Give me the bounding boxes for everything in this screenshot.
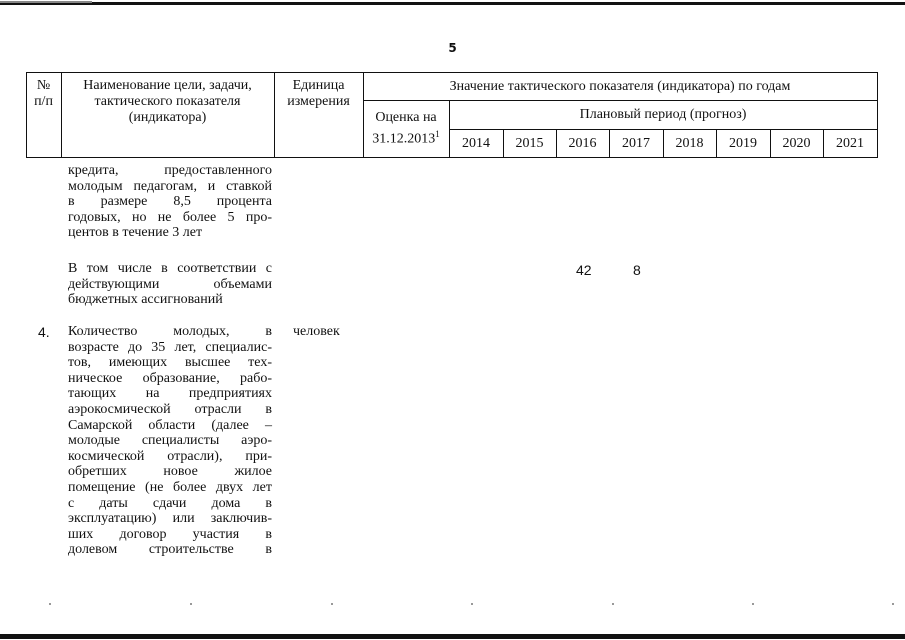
row-name-line: с даты сдачи дома в [68, 495, 272, 511]
header-year: 2018 [675, 136, 704, 151]
header-unit-line1: Единица [292, 78, 345, 93]
footnote-marker: 1 [435, 129, 440, 139]
scan-speck [752, 603, 754, 605]
header-right-border [877, 72, 878, 158]
scan-edge-bottom [0, 634, 905, 639]
header-name-line1: Наименование цели, задачи, [83, 78, 252, 93]
header-year: 2015 [515, 136, 544, 151]
header-year: 2016 [568, 136, 597, 151]
row-name-line: тающих на предприятиях [68, 386, 272, 402]
scan-edge-top [0, 2, 905, 5]
row-name-line: Количество молодых, в [68, 324, 272, 339]
header-name-line3: (индикатора) [128, 110, 207, 125]
scan-edge-top-mark [0, 1, 92, 3]
row-name-line: центов в течение 3 лет [68, 225, 203, 241]
header-estimate-date: 31.12.2013 [372, 131, 436, 147]
table-row [68, 324, 272, 558]
row-name-line: годовых, но не более 5 про- [68, 209, 272, 225]
row-name-line: долевом строительстве в [68, 542, 272, 558]
header-num [26, 78, 61, 110]
header-values: Значение тактического показателя (индикатора) по годам [449, 79, 791, 94]
scan-speck [612, 603, 614, 605]
header-num-line1: № [36, 78, 51, 93]
value-2016: 42 [576, 262, 592, 278]
header-year: 2014 [462, 136, 490, 151]
header-year: 2019 [729, 136, 757, 151]
row-name-line: помещение (не более двух лет [68, 479, 272, 495]
row-unit: человек [293, 324, 340, 339]
row-name-line: космической отрасли), при- [68, 448, 272, 464]
header-estimate-line1: Оценка на [375, 110, 437, 125]
row-name-line: ших договор участия в [68, 526, 272, 542]
row-name-line: обретших новое жилое [68, 464, 272, 480]
table-row [68, 261, 272, 308]
header-year: 2017 [622, 136, 650, 151]
header-num-line2: п/п [34, 94, 53, 109]
scan-speck [892, 603, 894, 605]
value-2017: 8 [633, 262, 641, 278]
scan-speck [471, 603, 473, 605]
header-top-border [26, 72, 878, 73]
page-number: 5 [448, 41, 457, 55]
header-year: 2020 [782, 136, 811, 151]
row-name-line: в размере 8,5 процента [68, 194, 272, 210]
row-name-line: возрасте до 35 лет, специалис- [68, 339, 272, 355]
header-unit-line2: измерения [287, 94, 350, 109]
header-estimate [363, 110, 449, 148]
header-estimate-line2 [363, 126, 449, 148]
row-name-line: ническое образование, рабо- [68, 370, 272, 386]
header-plan-period: Плановый период (прогноз) [579, 107, 747, 122]
header-unit [274, 78, 363, 110]
row-name-line: кредита, предоставленного [68, 163, 272, 178]
scan-speck [331, 603, 333, 605]
header-year: 2021 [836, 136, 864, 151]
header-bottom-border [26, 157, 878, 158]
row-name-line: действующими объемами [68, 276, 272, 292]
header-name [61, 78, 274, 126]
row-name-line: эксплуатацию) или заключив- [68, 511, 272, 527]
row-name-line: молодые специалисты аэро- [68, 433, 272, 449]
row-name-line: В том числе в соответствии с [68, 261, 272, 276]
row-name-line: тов, имеющих высшее тех- [68, 355, 272, 371]
scan-speck [49, 603, 51, 605]
row-name-line: Самарской области (далее – [68, 417, 272, 433]
scan-speck [190, 603, 192, 605]
row-number: 4. [38, 324, 50, 340]
header-name-line2: тактического показателя [94, 94, 241, 109]
row-name-line: бюджетных ассигнований [68, 292, 223, 308]
header-row1-divider [363, 100, 878, 101]
row-name-line: аэрокосмической отрасли в [68, 401, 272, 417]
table-row [68, 163, 272, 241]
row-name-line: молодым педагогам, и ставкой [68, 178, 272, 194]
